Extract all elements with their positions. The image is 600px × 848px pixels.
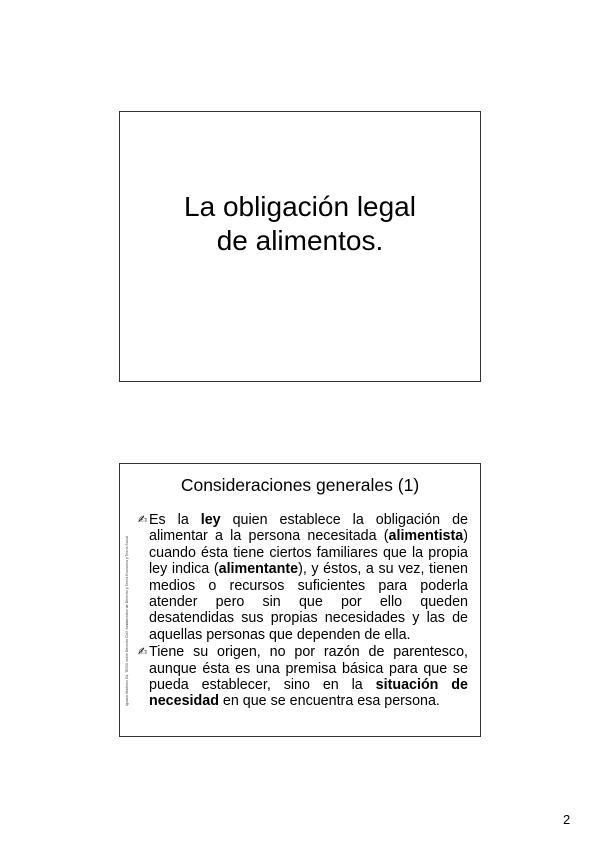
title-line-2: de alimentos. bbox=[216, 225, 384, 256]
writing-hand-icon: ✍︎ bbox=[138, 646, 148, 659]
side-note-text: Ignacio Martínez Gil, TESIS sobre Derecho Civil: fundamentos de Derecho y Teoría Economía y Teoría Social bbox=[125, 536, 129, 706]
bullet-text: Tiene su origen, no por razón de parentesco, aunque ésta es una premisa básica para que se pueda establecer, sino en la bbox=[149, 644, 468, 694]
slide-title bbox=[119, 111, 481, 382]
bullet-bold: ley bbox=[200, 512, 221, 528]
bullet-item-2 bbox=[140, 644, 468, 710]
side-note bbox=[122, 522, 132, 720]
bullet-text: quien establece la obligación de alimentar a la persona necesitada ( bbox=[149, 512, 468, 545]
bullet-bold: alimentante bbox=[218, 561, 299, 578]
bullet-item-1 bbox=[140, 512, 468, 643]
title-line-1: La obligación legal bbox=[184, 191, 416, 222]
bullet-text: ), y éstos, a su vez, tienen medios o recursos suficientes para poderla atender pero sin que por ello queden desatendidas sus propias necesidades y las de aquellas personas que dependen de ella. bbox=[149, 561, 468, 643]
page-number: 2 bbox=[563, 812, 571, 827]
bullet-bold: alimentista bbox=[388, 528, 464, 545]
slide-heading: Consideraciones generales (1) bbox=[180, 475, 420, 495]
slide-title-text bbox=[120, 190, 480, 258]
bullet-text: en que se encuentra esa persona. bbox=[218, 693, 440, 710]
bullet-bold: situación de necesidad bbox=[149, 677, 468, 710]
bullet-text: Es la bbox=[149, 512, 201, 528]
writing-hand-icon: ✍︎ bbox=[138, 514, 148, 526]
bullet-list bbox=[140, 512, 468, 711]
slide-consideraciones bbox=[119, 463, 481, 737]
bullet-text: ) cuando ésta tiene ciertos familiares que la propia ley indica ( bbox=[149, 528, 468, 578]
